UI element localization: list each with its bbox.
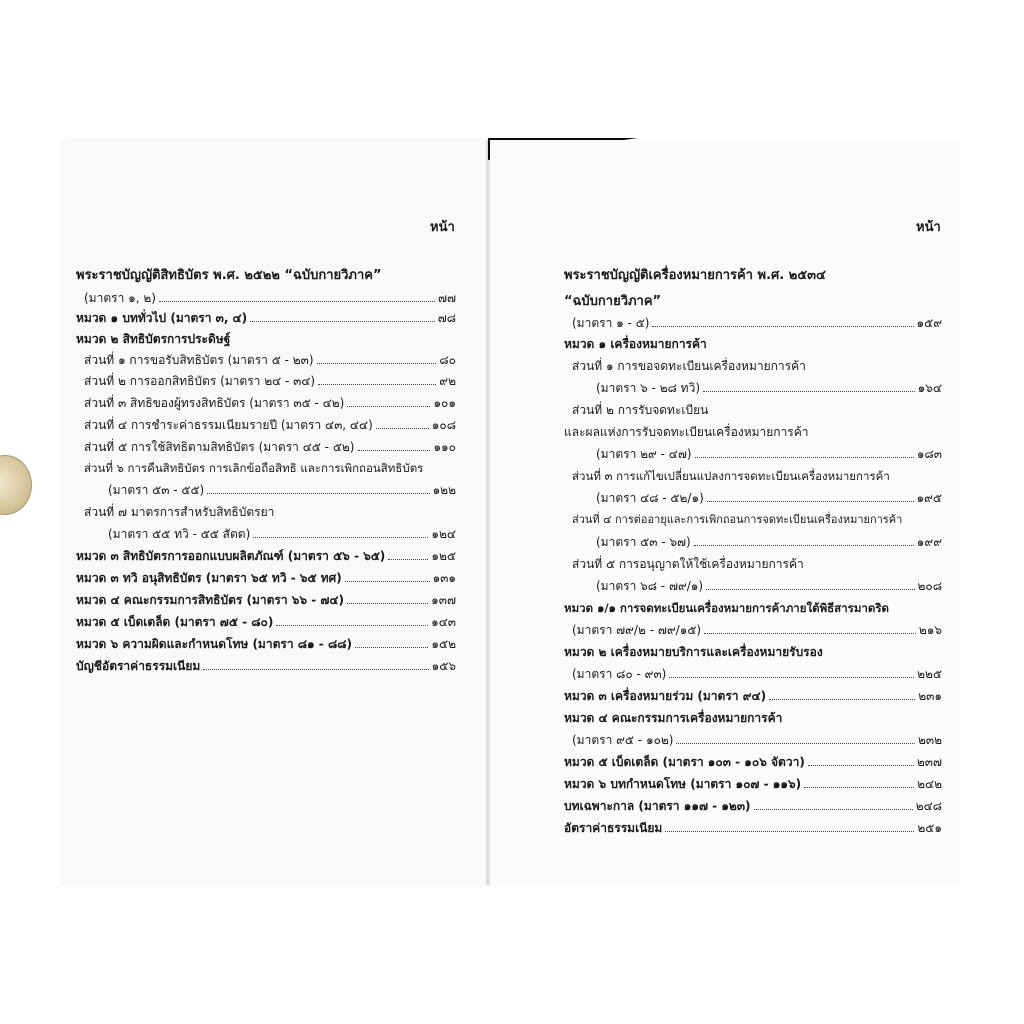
toc-entry: (มาตรา ๗๙/๒ - ๗๙/๑๕) ๒๑๖	[572, 623, 942, 637]
toc-entry-label: ส่วนที่ ๔ การต่ออายุและการเพิกถอนการจดทะเบียนเครื่องหมายการค้า	[572, 513, 903, 526]
toc-entry: หมวด ๖ ความผิดและกำหนดโทษ (มาตรา ๘๑ - ๘๘) ๑๕๒	[76, 637, 456, 651]
act-title-subtitle: “ฉบับกายวิภาค”	[564, 294, 662, 309]
toc-entry: บทเฉพาะกาล (มาตรา ๑๑๗ - ๑๒๓) ๒๔๘	[564, 799, 942, 813]
page-column-header: หน้า	[430, 220, 455, 235]
right-book-page	[490, 140, 960, 885]
toc-entry: (มาตรา ๕๓ - ๕๕) ๑๒๒	[108, 483, 456, 497]
toc-entry: ส่วนที่ ๔ การชำระค่าธรรมเนียมรายปี (มาตรา ๔๓, ๔๔) ๑๐๘	[84, 418, 456, 432]
toc-heading: หมวด ๔ คณะกรรมการเครื่องหมายการค้า	[564, 711, 783, 725]
toc-entry: หมวด ๖ บทกำหนดโทษ (มาตรา ๑๐๗ - ๑๑๖) ๒๔๒	[564, 777, 942, 791]
toc-entry: (มาตรา ๔๘ - ๕๒/๑) ๑๙๕	[596, 491, 942, 505]
toc-heading: หมวด ๒ เครื่องหมายบริการและเครื่องหมายรับรอง	[564, 645, 823, 659]
toc-entry: (มาตรา ๖๘ - ๗๙/๑) ๒๐๘	[596, 579, 942, 593]
toc-entry: หมวด ๕ เบ็ดเตล็ด (มาตรา ๑๐๓ - ๑๐๖ จัตวา) ๒๓๗	[564, 755, 942, 769]
toc-entry: (มาตรา ๙๕ - ๑๐๒) ๒๓๒	[572, 733, 942, 747]
toc-entry: (มาตรา ๕๓ - ๖๗) ๑๙๙	[596, 535, 942, 549]
left-book-page	[60, 140, 488, 885]
toc-entry: หมวด ๓ เครื่องหมายร่วม (มาตรา ๙๔) ๒๓๑	[564, 689, 942, 703]
toc-entry-label: ส่วนที่ ๗ มาตรการสำหรับสิทธิบัตรยา	[84, 505, 275, 519]
toc-entry: (มาตรา ๑ - ๕) ๑๕๙	[572, 316, 942, 330]
act-title: พระราชบัญญัติเครื่องหมายการค้า พ.ศ. ๒๕๓๔	[564, 268, 826, 283]
toc-entry-label: ส่วนที่ ๑ การขอจดทะเบียนเครื่องหมายการค้า	[572, 359, 806, 373]
toc-entry: (มาตรา ๕๕ ทวิ - ๕๕ สัตต) ๑๒๔	[108, 527, 456, 541]
toc-heading: หมวด ๑/๑ การจดทะเบียนเครื่องหมายการค้าภายใต้พิธีสารมาดริด	[564, 601, 889, 615]
toc-entry: (มาตรา ๘๐ - ๙๓) ๒๒๕	[572, 667, 942, 681]
toc-entry-label: ส่วนที่ ๖ การคืนสิทธิบัตร การเลิกข้อถือสิทธิ และการเพิกถอนสิทธิบัตร	[84, 461, 424, 475]
page-column-header: หน้า	[916, 220, 941, 235]
toc-entry-label: ส่วนที่ ๓ การแก้ไขเปลี่ยนแปลงการจดทะเบียนเครื่องหมายการค้า	[572, 469, 890, 483]
toc-entry: หมวด ๓ ทวิ อนุสิทธิบัตร (มาตรา ๖๕ ทวิ - ๖๕ ทศ) ๑๓๑	[76, 571, 456, 585]
toc-entry: (มาตรา ๒๙ - ๔๗) ๑๘๓	[596, 447, 942, 461]
toc-entry: (มาตรา ๑, ๒) ๗๗	[84, 291, 456, 305]
toc-heading: หมวด ๑ เครื่องหมายการค้า	[564, 337, 707, 351]
toc-entry: ส่วนที่ ๓ สิทธิของผู้ทรงสิทธิบัตร (มาตรา ๓๕ - ๔๒) ๑๐๑	[84, 396, 456, 410]
toc-entry: (มาตรา ๖ - ๒๘ ทวิ) ๑๖๔	[596, 381, 942, 395]
act-title: พระราชบัญญัติสิทธิบัตร พ.ศ. ๒๕๒๒ “ฉบับกายวิภาค”	[76, 268, 382, 283]
toc-entry: หมวด ๕ เบ็ดเตล็ด (มาตรา ๗๕ - ๘๐) ๑๔๓	[76, 615, 456, 629]
coin-object	[0, 455, 32, 515]
toc-entry: หมวด ๑ บททั่วไป (มาตรา ๓, ๔) ๗๘	[76, 311, 456, 325]
toc-entry: ส่วนที่ ๒ การออกสิทธิบัตร (มาตรา ๒๔ - ๓๔) ๙๒	[84, 374, 456, 388]
toc-entry: ส่วนที่ ๑ การขอรับสิทธิบัตร (มาตรา ๕ - ๒๓) ๘๐	[84, 353, 456, 367]
toc-entry-label: ส่วนที่ ๕ การอนุญาตให้ใช้เครื่องหมายการค้า	[572, 557, 804, 571]
toc-entry: อัตราค่าธรรมเนียม ๒๕๑	[564, 821, 942, 835]
toc-entry: หมวด ๔ คณะกรรมการสิทธิบัตร (มาตรา ๖๖ - ๗๔) ๑๓๗	[76, 593, 456, 607]
toc-entry-label: ส่วนที่ ๒ การรับจดทะเบียน	[572, 403, 709, 417]
toc-entry: บัญชีอัตราค่าธรรมเนียม ๑๕๖	[76, 659, 456, 673]
toc-entry-label: และผลแห่งการรับจดทะเบียนเครื่องหมายการค้า	[564, 425, 809, 439]
toc-heading: หมวด ๒ สิทธิบัตรการประดิษฐ์	[76, 332, 231, 346]
toc-entry: ส่วนที่ ๕ การใช้สิทธิตามสิทธิบัตร (มาตรา ๔๕ - ๕๒) ๑๑๐	[84, 440, 456, 454]
toc-entry: หมวด ๓ สิทธิบัตรการออกแบบผลิตภัณฑ์ (มาตรา ๕๖ - ๖๕) ๑๒๕	[76, 549, 456, 563]
